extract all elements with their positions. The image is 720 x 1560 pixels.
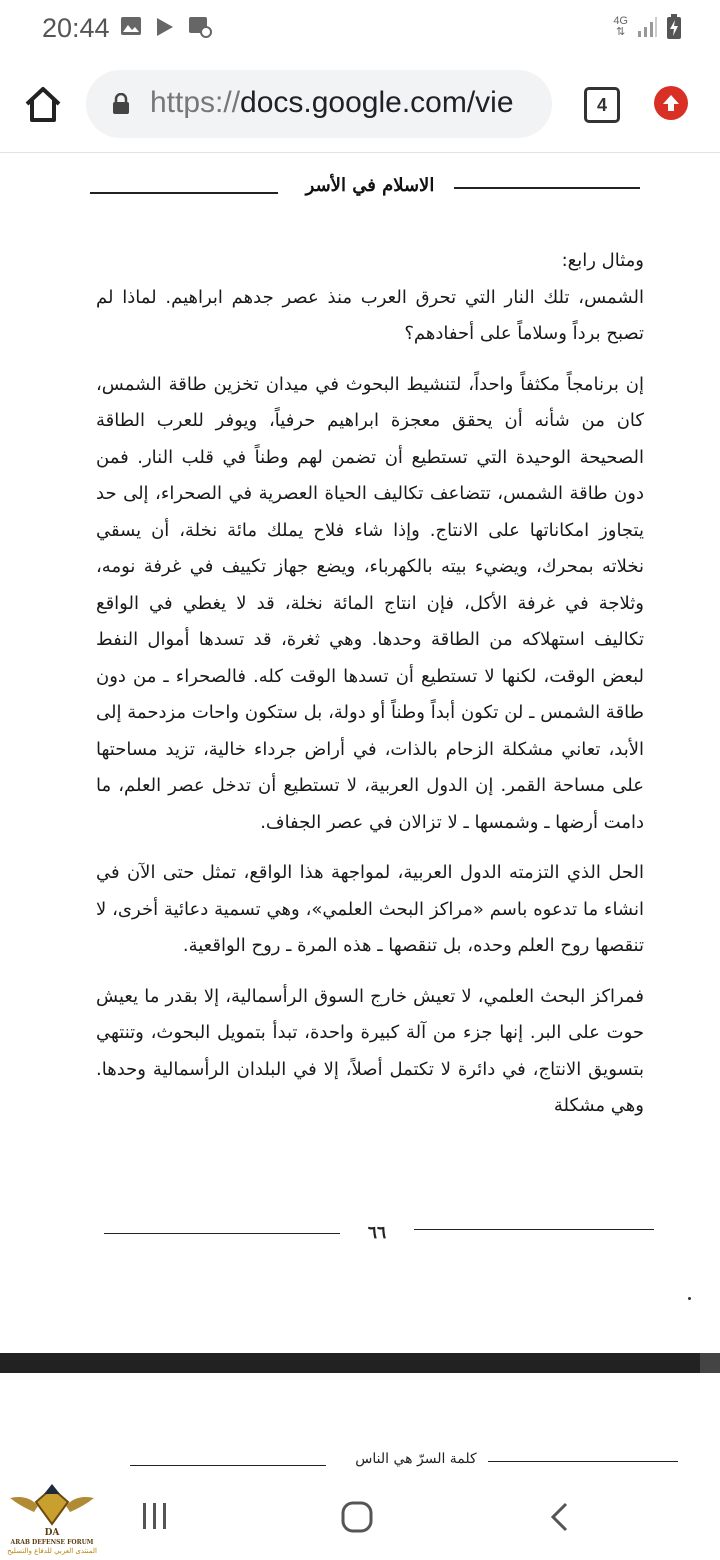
paragraph: الشمس، تلك النار التي تحرق العرب منذ عصر جدهم ابراهيم. لماذا لم تصبح برداً وسلاماً على أحفادهم؟: [96, 286, 644, 344]
status-time: 20:44: [42, 13, 110, 43]
page-separator: [0, 1353, 720, 1373]
next-page-title: كلمة السرّ هي الناس: [355, 1451, 477, 1467]
image-settings-icon: [188, 16, 212, 38]
watermark-arabic: المنتدى العربي للدفاع والتسليح: [7, 1547, 97, 1555]
navigation-bar: [0, 1478, 720, 1560]
watermark-logo: [6, 1480, 98, 1558]
paragraph: إن برنامجاً مكثفاً واحداً، لتنشيط البحوث في ميدان تخزين طاقة الشمس، كان من شأنه أن يحقق معجزة ابراهيم حرفياً، ويوفر للعرب الطاقة الصحيحة الوحيدة التي تستطيع أن تضمن لهم وطناً في قلب النار. فمن دون طاقة الشمس، تتضاعف تكاليف الحياة العصرية في الصحراء، إلى حد يتجاوز امكاناتها على الانتاج. وإذا شاء فلاح يملك مائة نخلة، أن يسقي نخلاته بمحرك، ويضيء بيته بالكهرباء، ويضع جهاز تكييف في غرفة نومه، وثلاجة في غرفة الأكل، فإن انتاج المائة نخلة، قد لا يغطي في الواقع تكاليف استهلاكه من الطاقة وحدها. وهي ثغرة، قد تسدها أموال النفط لبعض الوقت، لكنها لا تستطيع أن تسدها الوقت كله. فالصحراء ـ من دون طاقة الشمس ـ لن تكون أبداً وطناً أو دولة، بل ستكون واحات مزدحمة إلى الأبد، تعاني مشكلة الزحام بالذات، في أراض جرداء خالية، تزيد مساحتها على مساحة القمر. إن الدول العربية، لا تستطيع أن تدخل عصر العلم، ما دامت أرضها ـ وشمسها ـ لا تزالان في عصر الجفاف.: [96, 373, 644, 833]
status-right-icons: [613, 14, 682, 40]
home-button[interactable]: [22, 84, 64, 126]
header-rule-right: [454, 187, 640, 189]
url-host-path: docs.google.com/vie: [240, 86, 514, 119]
image-notification-icon: [120, 16, 142, 36]
next-rule-left: [130, 1465, 326, 1466]
footer-rule-right: [414, 1229, 654, 1230]
watermark-abbr: DA: [44, 1528, 60, 1538]
paragraph: الحل الذي التزمته الدول العربية، لمواجهة هذا الواقع، تمثل حتى الآن في انشاء ما تدعوه باسم «مراكز البحث العلمي»، وهي تسمية دعائية أخرى، لا تنقصها روح العلم وحده، بل تنقصها ـ هذه المرة ـ روح الواقعية.: [96, 862, 644, 956]
back-icon: [546, 1500, 572, 1534]
paragraph: ومثال رابع:: [561, 250, 644, 271]
browser-toolbar: [0, 56, 720, 153]
document-page[interactable]: [0, 153, 720, 1353]
url-scheme: https://: [150, 86, 241, 119]
tab-switcher-button[interactable]: 4: [584, 87, 620, 123]
signal-icon: [636, 16, 658, 38]
scan-dot: [688, 1297, 691, 1300]
body-text: [96, 243, 644, 1139]
eagle-logo-icon: [6, 1480, 98, 1530]
address-bar[interactable]: [86, 70, 552, 138]
status-bar: [0, 0, 720, 56]
page-header: [0, 173, 720, 213]
update-button[interactable]: [654, 86, 688, 120]
url-text: [150, 86, 514, 120]
scrollbar-thumb[interactable]: [700, 1353, 720, 1373]
home-circle-icon: [340, 1500, 374, 1534]
page-footer: [0, 1223, 720, 1259]
data-arrows-icon: ⇅: [616, 26, 626, 38]
paragraph: فمراكز البحث العلمي، لا تعيش خارج السوق الرأسمالية، إلا بقدر ما يعيش حوت على البر. إنها جزء من آلة كبيرة واحدة، تبدأ بتمويل البحوث، وتنتهي بتسويق الانتاج، في دائرة لا تكتمل أصلاً، إلا في البلدان الرأسمالية وحدها. وهي مشكلة: [96, 985, 644, 1116]
arrow-up-icon: [660, 92, 682, 114]
lock-icon: [112, 93, 130, 115]
back-button[interactable]: [546, 1500, 572, 1538]
notification-icons: [120, 16, 212, 38]
recent-apps-button[interactable]: [140, 1500, 170, 1536]
battery-charging-icon: [666, 14, 682, 40]
recent-apps-icon: [140, 1500, 170, 1532]
play-store-icon: [154, 16, 176, 38]
footer-rule-left: [104, 1233, 340, 1234]
next-rule-right: [488, 1461, 678, 1462]
header-rule-left: [90, 192, 278, 194]
network-type: 4G ⇅: [613, 15, 628, 38]
watermark-english: ARAB DEFENSE FORUM: [10, 1539, 94, 1546]
header-title: الاسلام في الأسر: [305, 175, 435, 196]
home-nav-button[interactable]: [340, 1500, 374, 1538]
page-number: ٦٦: [367, 1223, 387, 1243]
home-icon: [22, 84, 64, 126]
next-page[interactable]: [0, 1373, 720, 1473]
